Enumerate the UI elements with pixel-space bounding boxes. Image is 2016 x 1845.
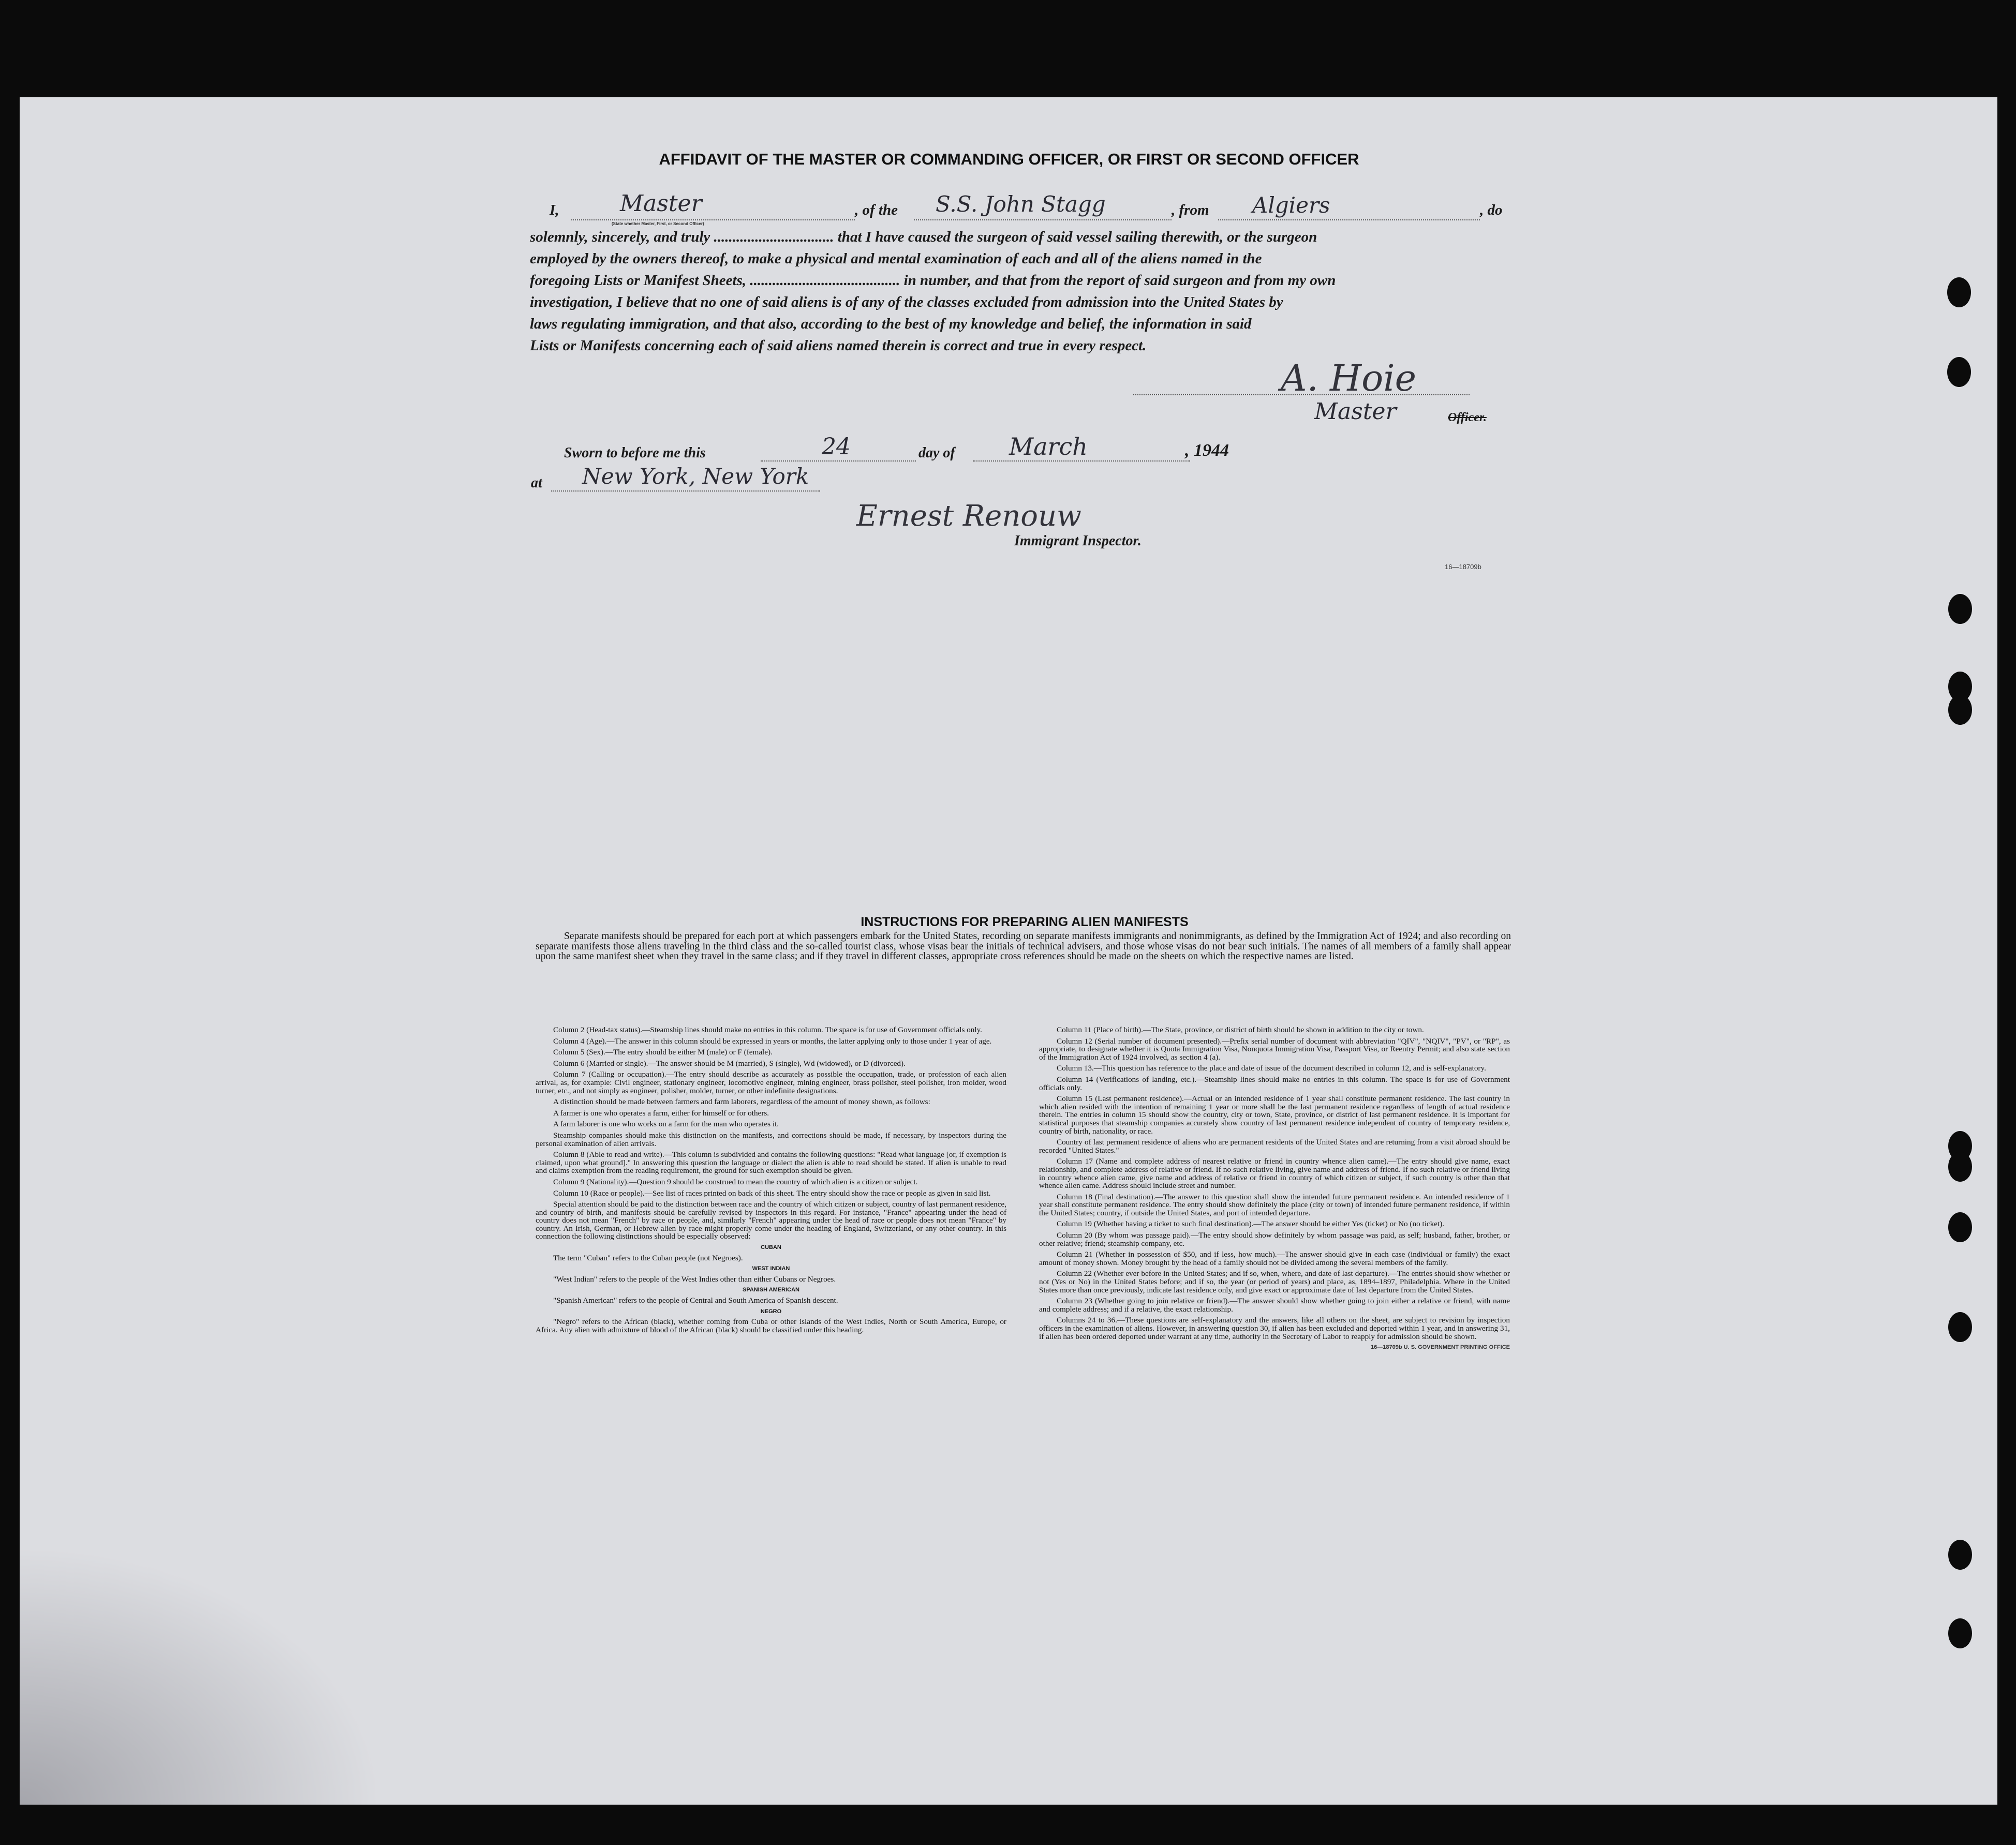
- instruction-paragraph: Special attention should be paid to the distinction between race and the country of which citizen or subject, country of last permanent residence, and country of birth, and manifests should be carefully revised by inspectors in this regard. For instance, "France" appearing under the head of country does not mean "French" by race or people, and, similarly "French" appearing under the head of race or people does not mean "France" by country. An Irish, German, or Hebrew alien by race might properly come under the heading of England, Switzerland, or any other country. In this connection the following distinctions should be especially observed:: [536, 1200, 1006, 1241]
- instruction-paragraph: Columns 24 to 36.—These questions are self-explanatory and the answers, like all others on the sheet, are subject to revision by inspection officers in the examination of aliens. However, in answering question 30, if alien has been excluded and deported within 1 year, and in answering 31, if alien has been ordered deported under warrant at any time, authority in the Secretary of Labor to reapply for admission should be shown.: [1039, 1316, 1510, 1341]
- instruction-paragraph: Column 14 (Verifications of landing, etc.).—Steamship lines should make no entries in this column. The space is for use of Government officials only.: [1039, 1075, 1510, 1092]
- paper-shadow: [20, 1546, 382, 1805]
- dotted-line: [914, 219, 1172, 220]
- instruction-paragraph: Column 22 (Whether ever before in the United States; and if so, when, where, and date of last departure).—The entries should show whether or not (Yes or No) in the United States before; and if so, the year (or period of years) and place, as, 1894–1897, Philadelphia. Where in the United States more than once previously, indicate last residence only, and give exact or approximate date of last departure from the United States.: [1039, 1269, 1510, 1295]
- instruction-paragraph: "West Indian" refers to the people of the West Indies other than either Cubans or Negroes.: [553, 1274, 836, 1284]
- punch-hole-icon: [1948, 594, 1972, 624]
- instruction-paragraph: The term "Cuban" refers to the Cuban people (not Negroes).: [553, 1253, 743, 1262]
- punch-hole-icon: [1948, 1540, 1972, 1570]
- affidavit-do: , do: [1480, 202, 1503, 218]
- instruction-paragraph: "Negro" refers to the African (black), whether coming from Cuba or other islands of the West Indies, North or South America, Europe, or Africa. Any alien with admixture of blood of the African (black) should be classified under this heading.: [536, 1317, 1006, 1334]
- instruction-paragraph: Column 10 (Race or people).—See list of races printed on back of this sheet. The entry should show the race or people as given in said list.: [553, 1188, 991, 1198]
- punch-hole-icon: [1948, 1212, 1972, 1242]
- instructions-title: INSTRUCTIONS FOR PREPARING ALIEN MANIFESTS: [861, 915, 1189, 929]
- instruction-paragraph: Country of last permanent residence of aliens who are permanent residents of the United States and are returning from a visit abroad should be recorded "United States.": [1039, 1138, 1510, 1155]
- inspector-label: Immigrant Inspector.: [1014, 533, 1142, 549]
- instruction-paragraph: Column 12 (Serial number of document presented).—Prefix serial number of document with abbreviation "QIV", "NQIV", "PV", or "RP", as appropriate, to designate whether it is Quota Immigration Visa, Nonquota Immigration Visa, Passport Visa, or Reentry Permit; and also state section of the Immigration Act of 1924 involved, as section 4 (a).: [1039, 1036, 1510, 1062]
- instruction-paragraph: Column 19 (Whether having a ticket to such final destination).—The answer should be either Yes (ticket) or No (no ticket).: [1057, 1219, 1445, 1229]
- day-of-label: day of: [918, 445, 955, 461]
- handwritten-master-title: Master: [1314, 398, 1397, 425]
- instructions-left-column: [536, 1026, 1006, 1337]
- punch-hole-icon: [1948, 695, 1972, 725]
- affidavit-body-5: laws regulating immigration, and that also, according to the best of my knowledge and belief, the information in said: [530, 316, 1252, 332]
- form-number: 16—18709b: [1445, 563, 1481, 571]
- instruction-paragraph: A farm laborer is one who works on a farm for the man who operates it.: [553, 1120, 779, 1129]
- officer-label: Officer.: [1448, 411, 1487, 424]
- heading-negro: NEGRO: [760, 1308, 782, 1315]
- instruction-paragraph: Column 4 (Age).—The answer in this column should be expressed in years or months, the latter applying only to those under 1 year of age.: [553, 1036, 992, 1046]
- sworn-year: , 1944: [1185, 441, 1229, 460]
- dotted-line: [551, 490, 820, 492]
- affidavit-body-3: foregoing Lists or Manifest Sheets, ........................................ in number, and that from the report of said surgeon and from my own: [530, 272, 1336, 289]
- instruction-paragraph: A farmer is one who operates a farm, either for himself or for others.: [553, 1108, 769, 1118]
- instruction-paragraph: Column 17 (Name and complete address of nearest relative or friend in country whence alien came).—The entry should give name, exact relationship, and complete address of relative or friend. If no such relative living, give name and address of friend. If no such relative or friend living in country whence alien came, give name and address of relative or friend in country of which citizen or subject, if such country is other than that whence alien came. Address should include street and number.: [1039, 1157, 1510, 1191]
- punch-hole-icon: [1948, 1152, 1972, 1182]
- dotted-line: [1218, 219, 1480, 220]
- affidavit-hint: (State whether Master, First, or Second Officer): [612, 221, 704, 226]
- affidavit-body-1: solemnly, sincerely, and truly ................................ that I have caused the surgeon of said vessel sailing therewith, or the surgeon: [530, 229, 1317, 245]
- affidavit-from: , from: [1172, 202, 1209, 218]
- instruction-paragraph: Column 13.—This question has reference to the place and date of issue of the document described in column 12, and is self-explanatory.: [1057, 1064, 1486, 1073]
- instructions-intro: Separate manifests should be prepared for each port at which passengers embark for the United States, recording on separate manifests immigrants and nonimmigrants, as defined by the Immigration Act of 1924; and also recording on separate manifests those aliens traveling in the third class and the so-called tourist class, whose visas bear the initials of technical advisers, and those whose visas do not bear such initials. The names of all members of a family shall appear upon the same manifest sheet when they travel in the same class; and if they travel in different classes, appropriate cross references should be made on the sheets on which the respective names are listed.: [536, 931, 1511, 962]
- affidavit-body-2: employed by the owners thereof, to make a physical and mental examination of each and all of the aliens named in the: [530, 250, 1262, 267]
- at-label: at: [531, 475, 542, 491]
- sworn-label: Sworn to before me this: [564, 445, 706, 461]
- affidavit-body-4: investigation, I believe that no one of said aliens is of any of the classes excluded from admission into the United States by: [530, 294, 1283, 310]
- instruction-paragraph: Column 5 (Sex).—The entry should be either M (male) or F (female).: [553, 1048, 773, 1057]
- instructions-right-column: [1039, 1026, 1510, 1352]
- instruction-paragraph: Column 2 (Head-tax status).—Steamship lines should make no entries in this column. The space is for use of Government officials only.: [553, 1025, 982, 1034]
- instruction-paragraph: "Spanish American" refers to the people of Central and South America of Spanish descent.: [553, 1296, 838, 1305]
- instruction-paragraph: Column 11 (Place of birth).—The State, province, or district of birth should be shown in addition to the city or town.: [1057, 1025, 1424, 1034]
- punch-hole-icon: [1948, 1312, 1972, 1342]
- punch-hole-icon: [1948, 1618, 1972, 1648]
- instruction-paragraph: Column 6 (Married or single).—The answer should be M (married), S (single), Wd (widowed), or D (divorced).: [553, 1059, 906, 1068]
- heading-spanish-american: SPANISH AMERICAN: [742, 1287, 799, 1293]
- instruction-paragraph: Column 20 (By whom was passage paid).—The entry should show definitely by whom passage was paid, as self; husband, father, brother, or other relative; friend; steamship company, etc.: [1039, 1231, 1510, 1248]
- instructions-footer: 16—18709b U. S. GOVERNMENT PRINTING OFFICE: [1371, 1344, 1510, 1351]
- instruction-paragraph: Column 15 (Last permanent residence).—Actual or an intended residence of 1 year shall constitute permanent residence. The last country in which alien resided with the intention of remaining 1 year or more shall be the last permanent residence regardless of length of actual residence therein. The entries in column 15 should show the country, city or town, State, province, or district of last permanent residence. It is important for statistical purposes that steamship companies accurately show country of last permanent residence independent of country of temporary residence, country of birth, nationality, or race.: [1039, 1094, 1510, 1136]
- affidavit-body-6: Lists or Manifests concerning each of said aliens named therein is correct and true in every respect.: [530, 337, 1147, 354]
- affidavit-i: I,: [550, 202, 559, 218]
- instruction-paragraph: Steamship companies should make this distinction on the manifests, and corrections should be made, if necessary, by inspectors during the personal examination of alien arrivals.: [536, 1130, 1006, 1148]
- affidavit-title: AFFIDAVIT OF THE MASTER OR COMMANDING OFFICER, OR FIRST OR SECOND OFFICER: [659, 150, 1359, 168]
- handwritten-place: New York, New York: [582, 464, 809, 489]
- handwritten-master: Master: [620, 190, 702, 217]
- punch-hole-icon: [1947, 277, 1971, 307]
- master-signature: A. Hoie: [1281, 357, 1417, 399]
- dotted-line: [761, 460, 916, 462]
- instruction-paragraph: Column 21 (Whether in possession of $50, and if less, how much).—The answer should give in each case (individual or family) the exact amount of money shown. Money brought by the head of a family should not be divided among the several members of the family.: [1039, 1250, 1510, 1267]
- handwritten-port: Algiers: [1252, 192, 1330, 218]
- inspector-signature: Ernest Renouw: [856, 499, 1081, 533]
- instruction-paragraph: Column 8 (Able to read and write).—This column is subdivided and contains the following questions: "Read what language [or, if exemption is claimed, upon what ground]." In answering this question the language or dialect the alien is able to read should be stated. If alien is unable to read and claims exemption from the reading requirement, the ground for such exemption should be given.: [536, 1150, 1006, 1176]
- handwritten-month: March: [1009, 433, 1088, 460]
- instruction-paragraph: A distinction should be made between farmers and farm laborers, regardless of the amount of money shown, as follows:: [553, 1097, 930, 1107]
- handwritten-day: 24: [822, 434, 851, 460]
- dotted-line: [571, 219, 855, 220]
- punch-hole-icon: [1947, 357, 1971, 387]
- handwritten-vessel: S.S. John Stagg: [936, 191, 1106, 217]
- instruction-paragraph: Column 23 (Whether going to join relative or friend).—The answer should show whether going to join either a relative or friend, with name and complete address; and if a relative, the exact relationship.: [1039, 1297, 1510, 1314]
- instruction-paragraph: Column 7 (Calling or occupation).—The entry should describe as accurately as possible the occupation, trade, or profession of each alien arrival, as, for example: Civil engineer, stationary engineer, locomotive engineer, mining engineer, brass polisher, steel polisher, iron molder, wood turner, etc., and not simply as engineer, polisher, molder, turner, or other indefinite designations.: [536, 1070, 1006, 1095]
- dotted-line: [973, 460, 1190, 462]
- heading-cuban: CUBAN: [761, 1244, 781, 1251]
- instruction-paragraph: Column 9 (Nationality).—Question 9 should be construed to mean the country of which alien is a citizen or subject.: [553, 1177, 918, 1186]
- instruction-paragraph: Column 18 (Final destination).—The answer to this question shall show the intended future permanent residence. An intended residence of 1 year shall constitute permanent residence. The entry should show definitely the place (city or town) of intended future permanent residence, if within the United States; country, if outside the United States, and port of intended departure.: [1039, 1192, 1510, 1217]
- affidavit-of-the: , of the: [855, 202, 898, 218]
- heading-west-indian: WEST INDIAN: [752, 1266, 790, 1272]
